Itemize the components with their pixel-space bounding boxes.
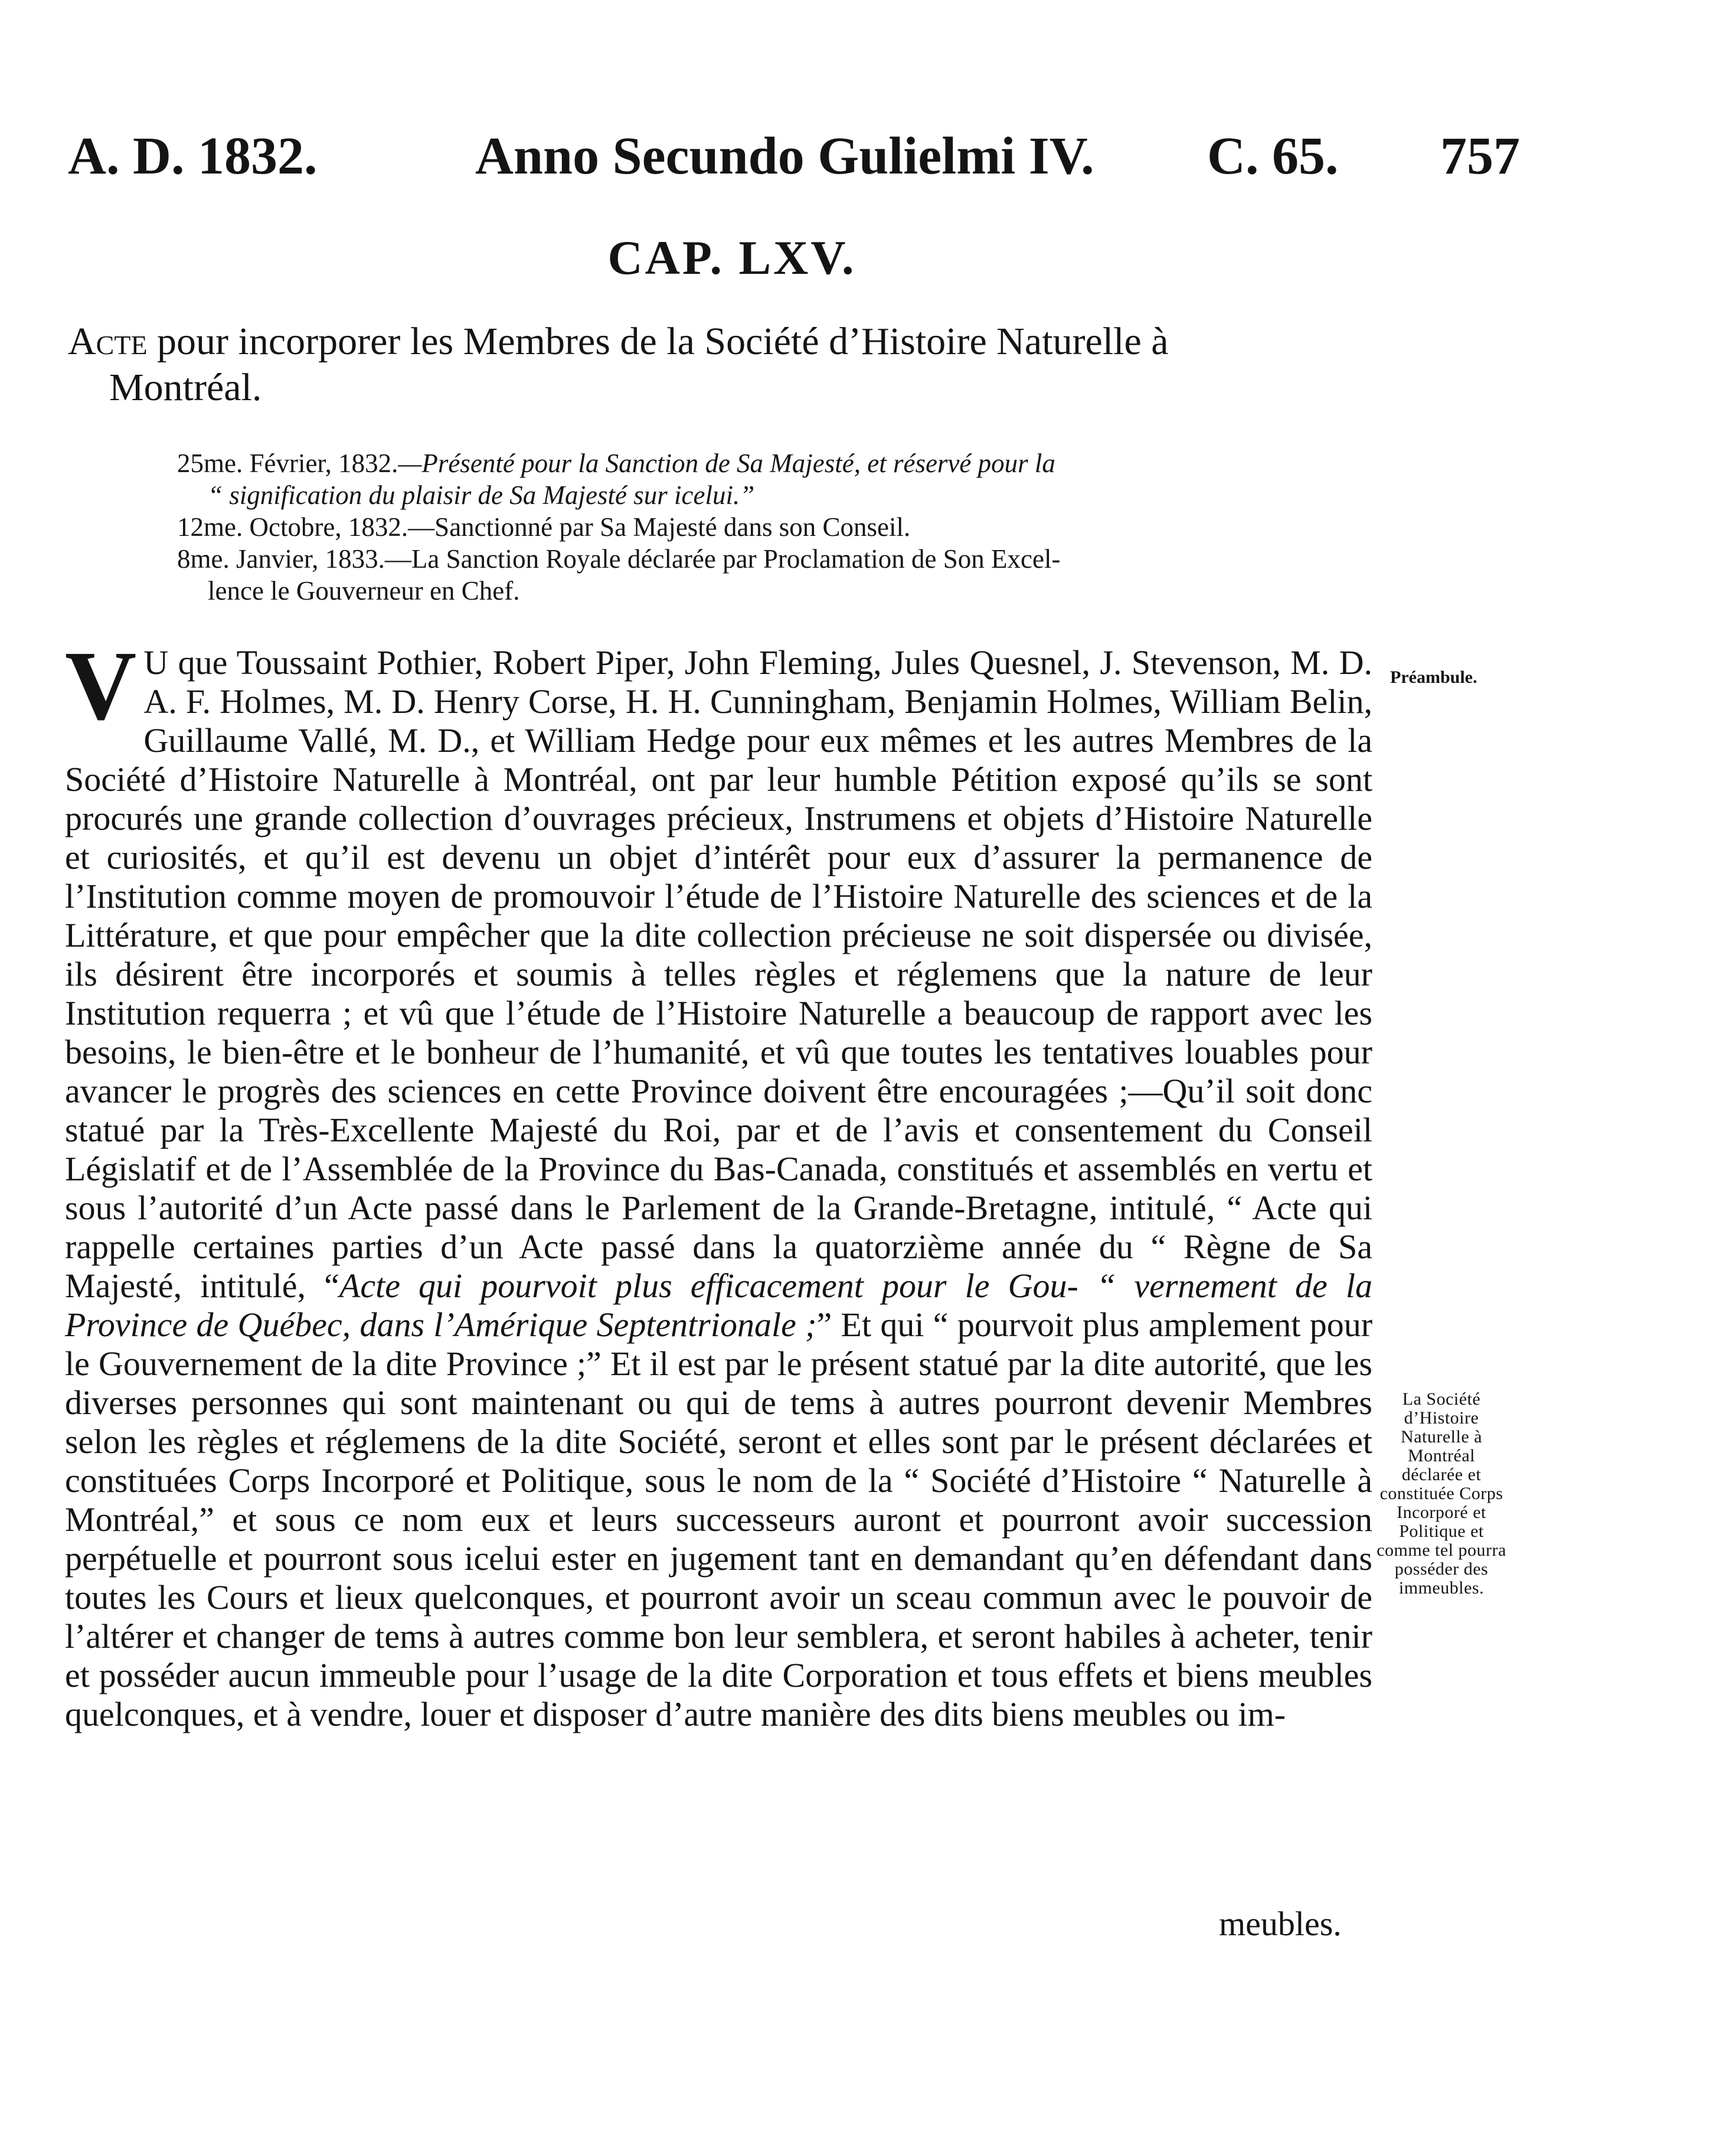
body-italic-title: Acte qui pourvoit plus efficacement pour le Gou- “ vernement de la Province de Québec, dans l’Amérique Septentrionale ; bbox=[65, 1267, 1372, 1344]
body-part-2: ” Et qui “ pourvoit plus amplement pour le Gouvernement de la dite Province ;” Et il est par le présent statué par la dite autorité, que les diverses personnes qui sont maintenant ou qui de tems à autres pourront devenir Membres selon les règles et réglemens de la dite Société, seront et elles sont par le présent déclarées et constituées Corps Incorporé et Politique, sous le nom de la “ Société d’Histoire “ Naturelle à Montréal,” et sous ce nom eux et leurs successeurs auront et pourront avoir succession perpétuelle et pourront sous icelui ester en jugement tant en demandant qu’en défendant dans toutes les Cours et lieux quelconques, et pourront avoir un sceau commun avec le pouvoir de l’altérer et changer de tems à autres comme bon leur semblera, et seront habiles à acheter, tenir et posséder aucun immeuble pour l’usage de la dite Corporation et tous effets et biens meubles quelconques, et à vendre, louer et disposer d’autre manière des dits biens meubles ou im- bbox=[65, 1305, 1373, 1733]
drop-cap: V bbox=[65, 631, 137, 741]
header-chapter: C. 65. bbox=[1207, 127, 1339, 185]
running-header bbox=[68, 121, 1532, 192]
body-paragraph bbox=[65, 631, 1373, 1734]
date-1-text: —Présenté pour la Sanction de Sa Majesté, et réservé pour la bbox=[398, 449, 1055, 478]
date-entry-1 bbox=[177, 447, 1369, 479]
page-number: 757 bbox=[1440, 127, 1520, 185]
date-1: 25me. Février, 1832. bbox=[177, 449, 398, 478]
date-entry-1-continued bbox=[177, 479, 1369, 511]
enactment-dates bbox=[177, 447, 1369, 607]
date-3-text-cont: lence le Gouverneur en Chef. bbox=[208, 576, 520, 606]
date-3-text: —La Sanction Royale déclarée par Proclamation de Son Excel- bbox=[384, 544, 1061, 574]
margin-note-society: La Société d’Histoire Naturelle à Montréal déclarée et constituée Corps Incorporé et Politique et comme tel pourra posséder des immeubles. bbox=[1377, 1389, 1506, 1598]
date-entry-3-continued bbox=[177, 575, 1369, 607]
date-2-text: —Sanctionné par Sa Majesté dans son Conseil. bbox=[408, 512, 911, 542]
header-year: A. D. 1832. bbox=[68, 127, 318, 185]
header-reign: Anno Secundo Gulielmi IV. bbox=[475, 127, 1094, 185]
chapter-title: CAP. LXV. bbox=[607, 231, 856, 284]
date-entry-3 bbox=[177, 543, 1369, 575]
act-title bbox=[68, 319, 1375, 411]
date-3: 8me. Janvier, 1833. bbox=[177, 544, 385, 574]
act-title-lead: Acte bbox=[68, 320, 148, 363]
act-body bbox=[65, 631, 1373, 1734]
date-2: 12me. Octobre, 1832. bbox=[177, 512, 408, 542]
date-entry-2 bbox=[177, 511, 1369, 543]
date-1-text-cont: “ signification du plaisir de Sa Majesté sur icelui.” bbox=[208, 480, 755, 510]
body-last-word: meubles. bbox=[1219, 1905, 1342, 1943]
act-title-line2: Montréal. bbox=[109, 366, 262, 409]
margin-note-preamble: Préambule. bbox=[1390, 668, 1477, 687]
body-part-1: U que Toussaint Pothier, Robert Piper, John Fleming, Jules Quesnel, J. Stevenson, M. D. A. F. Holmes, M. D. Henry Corse, H. H. Cunningham, Benjamin Holmes, William Belin, Guillaume Vallé, M. D., et William Hedge pour eux mêmes et les autres Membres de la Société d’Histoire Naturelle à Montréal, ont par leur humble Pétition exposé qu’ils se sont procurés une grande collection d’ouvrages précieux, Instrumens et objets d’Histoire Naturelle et curiosités, et qu’il est devenu un objet d’intérêt pour eux d’assurer la permanence de l’Institution comme moyen de promouvoir l’étude de l’Histoire Naturelle des sciences et de la Littérature, et que pour empêcher que la dite collection précieuse ne soit dispersée ou divisée, ils désirent être incorporés et soumis à telles règles et réglemens que la nature de leur Institution requerra ; et vû que l’étude de l’Histoire Naturelle a beaucoup de rapport avec les besoins, le bien-être et le bonheur de l’humanité, et vû que toutes les tentatives louables pour avancer le progrès des sciences en cette Province doivent être encouragées ;—Qu’il soit donc statué par la Très-Excellente Majesté du Roi, par et de l’avis et consentement du Conseil Législatif et de l’Assemblée de la Province du Bas-Canada, constitués et assemblés en vertu et sous l’autorité d’un Acte passé dans le Parlement de la Grande-Bretagne, intitulé, “ Acte qui rappelle certaines parties d’un Acte passé dans la quatorzième année du “ Règne de Sa Majesté, intitulé, “ bbox=[65, 643, 1372, 1305]
act-title-line1: pour incorporer les Membres de la Société d’Histoire Naturelle à bbox=[157, 320, 1169, 363]
